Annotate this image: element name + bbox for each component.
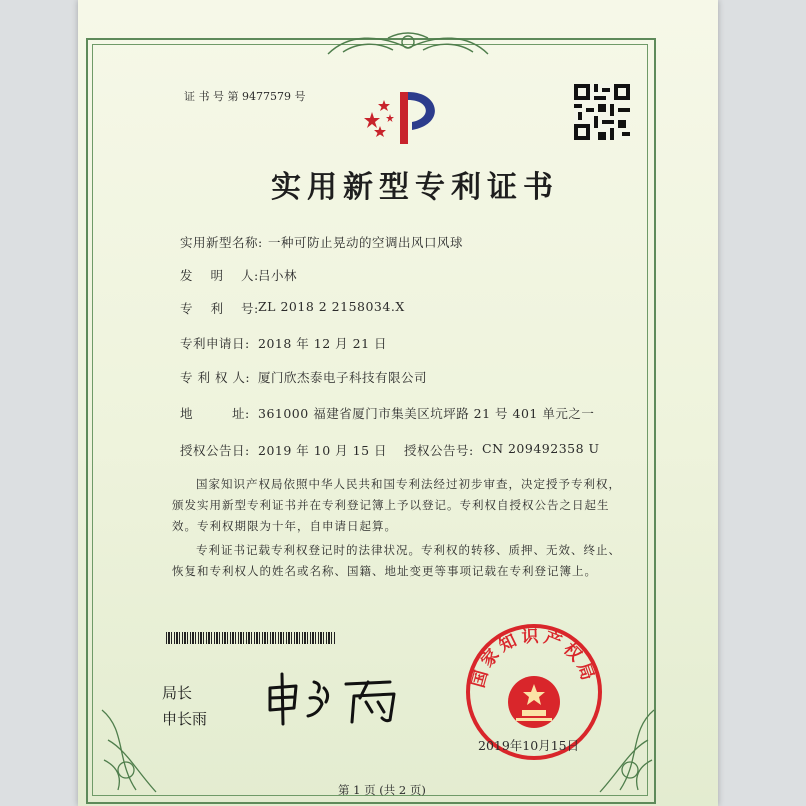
corner-ornament-bl: [96, 700, 166, 800]
patent-number-value: ZL 2018 2 2158034.X: [258, 299, 405, 314]
patent-number-label: 专 利 号:: [180, 301, 259, 316]
handwritten-signature: [262, 668, 412, 728]
certificate-number: 证 书 号 第 9477579 号: [184, 90, 306, 103]
legal-status-paragraph: 专利证书记载专利权登记时的法律状况。专利权的转移、质押、无效、终止、恢复和专利权人的姓名或名称、国籍、地址变更等事项记载在专利登记簿上。: [172, 543, 621, 578]
qr-code: [574, 84, 630, 140]
certificate-title: 实用新型专利证书: [271, 170, 559, 205]
address-label: 地 址:: [180, 406, 250, 421]
owner-value: 厦门欣杰泰电子科技有限公司: [258, 370, 428, 385]
apply-date-label: 专利申请日:: [180, 336, 250, 351]
svg-text:国家知识产权局: 国家知识产权局: [468, 626, 599, 691]
name-value: 一种可防止晃动的空调出风口风球: [268, 235, 464, 250]
inventor-label: 发 明 人:: [180, 268, 259, 283]
address-value: 361000 福建省厦门市集美区坑坪路 21 号 401 单元之一: [258, 406, 595, 421]
apply-date-value: 2018 年 12 月 21 日: [258, 336, 387, 351]
director-name: 申长雨: [162, 710, 208, 728]
inventor-value: 吕小林: [258, 268, 298, 283]
seal-date: 2019年10月15日: [478, 738, 580, 753]
announce-date-value: 2019 年 10 月 15 日: [258, 443, 387, 458]
announce-date-label: 授权公告日:: [180, 443, 250, 458]
director-title: 局长: [162, 684, 193, 702]
top-ornament: [318, 28, 498, 62]
name-label: 实用新型名称:: [180, 235, 263, 250]
announce-number-value: CN 209492358 U: [482, 441, 600, 456]
owner-label: 专 利 权 人:: [180, 370, 251, 385]
barcode: [166, 632, 336, 644]
cnipa-logo: [360, 82, 452, 152]
announce-number-label: 授权公告号:: [404, 443, 474, 458]
grant-paragraph: 国家知识产权局依照中华人民共和国专利法经过初步审查，决定授予专利权，颁发实用新型专利证书并在专利登记簿上予以登记。专利权自授权公告之日起生效。专利权期限为十年，自申请日起算。: [172, 477, 621, 533]
page-footer: 第 1 页 (共 2 页): [338, 783, 426, 797]
